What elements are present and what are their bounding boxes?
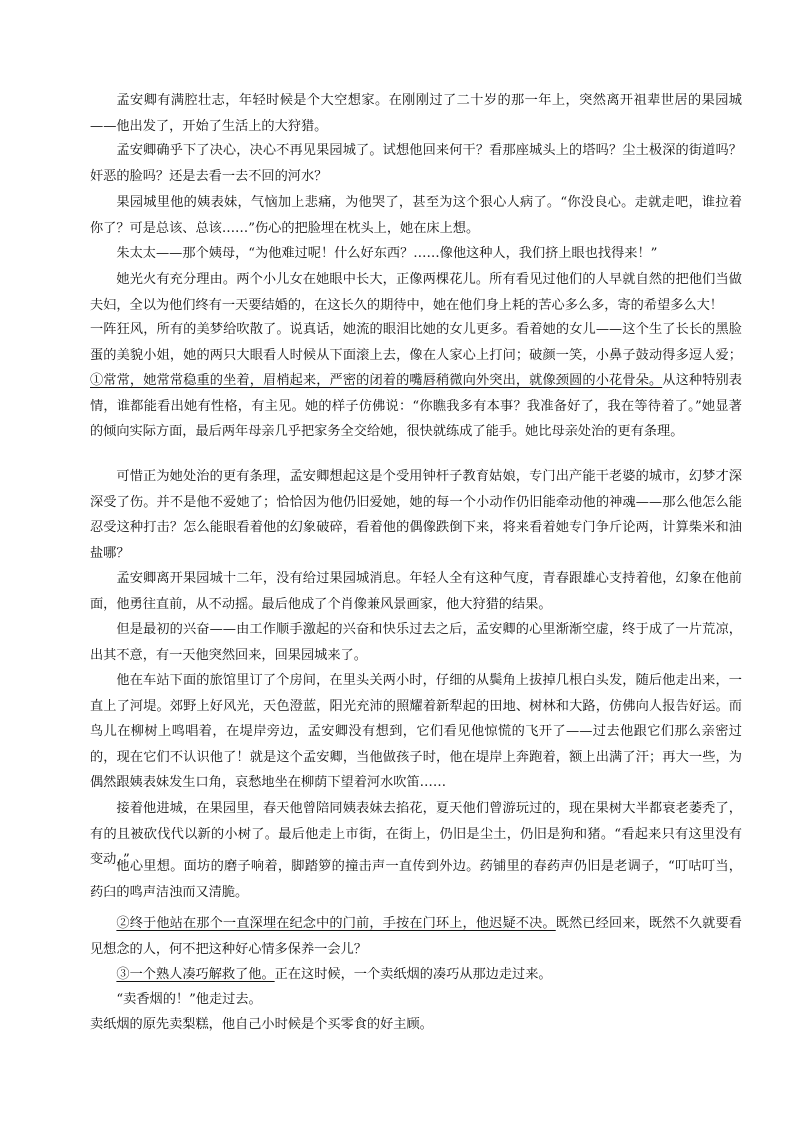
paragraph-10	[90, 668, 742, 796]
paragraph-7	[90, 464, 742, 566]
paragraph-4-text: 朱太太——那个姨母，“为他难过呢！什么好东西？……像他这种人，我们挤上眼也找得来！”	[116, 246, 658, 261]
paragraph-7-text: 可惜正为她处治的更有条理，孟安卿想起这是个受用钟杆子教育姑娘，专门出产能干老婆的城市，幻梦才深深受了伤。并不是他不爱她了；恰恰因为他仍旧爱她，她的每一个小动作仍旧能牵动他的神魂——那么他怎么能忍受这种打击？怎么能眼看着他的幻象破碎，看着他的偶像跌倒下来，将来看着她专门争斤论两，计算柴米和油盐哪？	[90, 469, 742, 561]
paragraph-6-text-after: 从这种特别表情，谁都能看出她有性格，有主见。她的样子仿佛说：“你瞧我多有本事？我准备好了，我在等待着了。”她显著的倾向实际方面，最后两年母亲几乎把家务全交给她，很快就练成了能手。她比母亲处治的更有条理。	[90, 373, 742, 440]
paragraph-9-text: 但是最初的兴奋——由工作顺手激起的兴奋和快乐过去之后，孟安卿的心里渐渐空虚，终于成了一片荒凉，出其不意，有一天他突然回来，回果园城来了。	[90, 622, 742, 663]
paragraph-8	[90, 566, 742, 617]
paragraph-2	[90, 138, 742, 189]
paragraph-9	[90, 617, 742, 668]
underlined-sentence-3: ③一个熟人凑巧解救了他。	[116, 967, 275, 982]
paragraph-12	[90, 854, 742, 905]
paragraph-5	[90, 267, 742, 318]
underlined-sentence-1: ①常常，她常常稳重的坐着，眉梢起来，严密的闭着的嘴唇稍微向外突出，就像颈圆的小花骨朵。	[90, 373, 663, 389]
paragraph-15-text: “卖香烟的！”他走过去。	[116, 992, 262, 1007]
paragraph-13	[90, 911, 742, 962]
paragraph-14-text-after: 正在这时候，一个卖纸烟的凑巧从那边走过来。	[274, 967, 552, 982]
paragraph-6	[90, 317, 742, 445]
paragraph-4	[90, 241, 742, 267]
paragraph-1	[90, 88, 742, 139]
paragraph-13-text-after: 既然已经回来，既然不久就要看见想念的人，何不把这种好心情多保养一会儿？	[90, 916, 742, 957]
paragraph-3	[90, 190, 742, 241]
paragraph-12-text: 他心里想。面坊的磨子响着，脚踏箩的撞击声一直传到外边。药铺里的春药声仍旧是老调子，“叮咕叮当，药臼的鸣声洁浊而又清脆。	[90, 859, 742, 900]
paragraph-1-text: 孟安卿有满腔壮志，年轻时候是个大空想家。在刚刚过了二十岁的那一年上，突然离开祖辈世居的果园城——他出发了，开始了生活上的大狩猎。	[90, 93, 742, 134]
paragraph-16-text: 卖纸烟的原先卖梨糕，他自己小时候是个买零食的好主顾。	[90, 1017, 433, 1032]
paragraph-10-text: 他在车站下面的旅馆里订了个房间，在里头关两小时，仔细的从鬓角上拔掉几根白头发，随后他走出来，一直上了河堤。郊野上好风光，天色澄蓝，阳光充沛的照耀着新犁起的田地、树林和大路，仿佛向人报告好运。而鸟儿在柳树上鸣唱着，在堤岸旁边，孟安卿没有想到，它们看见他惊慌的飞开了——过去他跟它们那么亲密过的，现在它们不认识他了！就是这个孟安卿，当他做孩子时，他在堤岸上奔跑着，额上出满了汗；再大一些，为偶然跟姨表妹发生口角，哀愁地坐在柳荫下望着河水吹笛……	[90, 673, 742, 791]
underlined-sentence-2: ②终于他站在那个一直深埋在纪念中的门前，手按在门环上，他迟疑不决。	[116, 916, 556, 931]
paragraph-8-text: 孟安卿离开果园城十二年，没有给过果园城消息。年轻人全有这种气度，青春跟雄心支持着他，幻象在他前面，他勇往直前，从不动摇。最后他成了个肖像兼风景画家，他大狩猎的结果。	[90, 571, 742, 612]
paragraph-16	[90, 1012, 742, 1038]
paragraph-11-text: 接着他进城，在果园里，春天他曾陪同姨表妹去掐花，夏天他们曾游玩过的，现在果树大半都衰老萎秃了，有的且被砍伐代以新的小树了。最后他走上市街，在街上，仍旧是尘土，仍旧是狗和猪。“看起来只有这里没有变动，”	[90, 801, 742, 868]
paragraph-5-text: 她光火有充分理由。两个小儿女在她眼中长大，正像两棵花儿。所有看见过他们的人早就自然的把他们当做夫妇，全以为他们终有一天要结婚的，在这长久的期待中，她在他们身上耗的苦心多么多，寄的希望多么大！	[90, 272, 742, 313]
paragraph-2-text: 孟安卿确乎下了决心，决心不再见果园城了。试想他回来何干？看那座城头上的塔吗？尘土极深的街道吗？奸恶的脸吗？还是去看一去不回的河水？	[90, 143, 742, 184]
paragraph-6-text: 一阵狂风，所有的美梦给吹散了。说真话，她流的眼泪比她的女儿更多。看着她的女儿——这个生了长长的黑脸蛋的美貌小姐，她的两只大眼看人时候从下面滚上去，像在人家心上打问；破颜一笑，小鼻子鼓动得多逗人爱；	[90, 322, 742, 363]
paragraph-3-text: 果园城里他的姨表妹，气恼加上悲痛，为他哭了，甚至为这个狠心人病了。“你没良心。走就走吧，谁拉着你了？可是总该、总该……”伤心的把脸埋在枕头上，她在床上想。	[90, 195, 742, 236]
paragraph-15	[90, 987, 742, 1013]
paragraph-14	[90, 962, 742, 988]
